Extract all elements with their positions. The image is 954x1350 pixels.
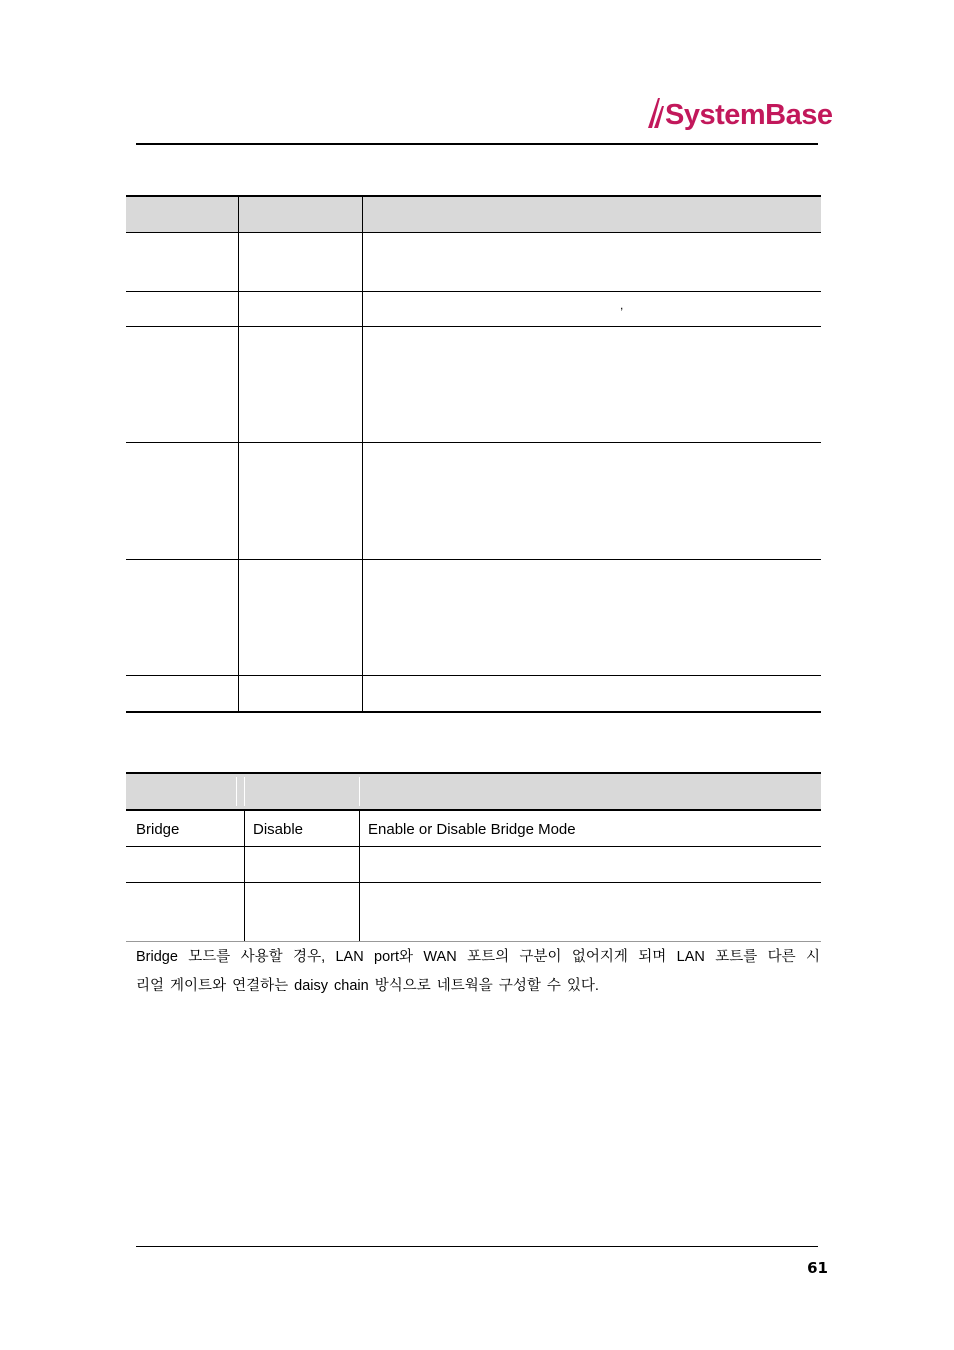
settings-table-1 xyxy=(126,195,821,713)
logo-text: SystemBase xyxy=(665,99,833,131)
table-row xyxy=(126,560,821,676)
systembase-logo xyxy=(646,92,833,130)
column-divider xyxy=(362,560,363,675)
table2-header-row xyxy=(126,772,821,811)
column-divider xyxy=(244,883,245,941)
table-row xyxy=(126,847,821,883)
column-divider xyxy=(244,847,245,882)
column-divider xyxy=(238,676,239,711)
table1-header-row xyxy=(126,195,821,233)
column-divider xyxy=(359,847,360,882)
column-divider xyxy=(362,292,363,326)
table-row xyxy=(126,443,821,560)
column-divider xyxy=(362,233,363,291)
column-divider xyxy=(362,327,363,442)
column-divider xyxy=(238,292,239,326)
column-divider xyxy=(359,883,360,941)
paragraph-line: 리얼 게이트와 연결하는 daisy chain 방식으로 네트웍을 구성할 수 있다. xyxy=(136,978,599,994)
bridge-settings-table xyxy=(126,772,821,942)
cell-description: Enable or Disable Bridge Mode xyxy=(368,821,576,838)
column-divider xyxy=(359,777,360,806)
column-divider xyxy=(362,676,363,711)
bridge-mode-description xyxy=(136,943,820,1001)
column-divider xyxy=(238,197,239,232)
table-row xyxy=(126,233,821,292)
column-divider xyxy=(238,560,239,675)
column-divider xyxy=(244,777,245,806)
column-divider xyxy=(238,443,239,559)
header-rule xyxy=(136,143,818,145)
page-number: 61 xyxy=(807,1259,828,1277)
column-divider xyxy=(236,777,237,806)
column-divider xyxy=(362,443,363,559)
cell-name: Bridge xyxy=(136,821,180,838)
column-divider xyxy=(238,233,239,291)
column-divider xyxy=(359,811,360,846)
table-row xyxy=(126,883,821,942)
table-row-bridge xyxy=(126,811,821,847)
paragraph-line: Bridge 모드를 사용할 경우, LAN port와 WAN 포트의 구분이 없어지게 되며 LAN 포트를 다른 시 xyxy=(136,949,820,965)
comma-mark: , xyxy=(620,298,624,312)
table-row xyxy=(126,327,821,443)
column-divider xyxy=(244,811,245,846)
footer-rule xyxy=(136,1246,818,1247)
table-row xyxy=(126,292,821,327)
column-divider xyxy=(238,327,239,442)
cell-default: Disable xyxy=(253,821,304,838)
table-row xyxy=(126,676,821,713)
column-divider xyxy=(362,197,363,232)
